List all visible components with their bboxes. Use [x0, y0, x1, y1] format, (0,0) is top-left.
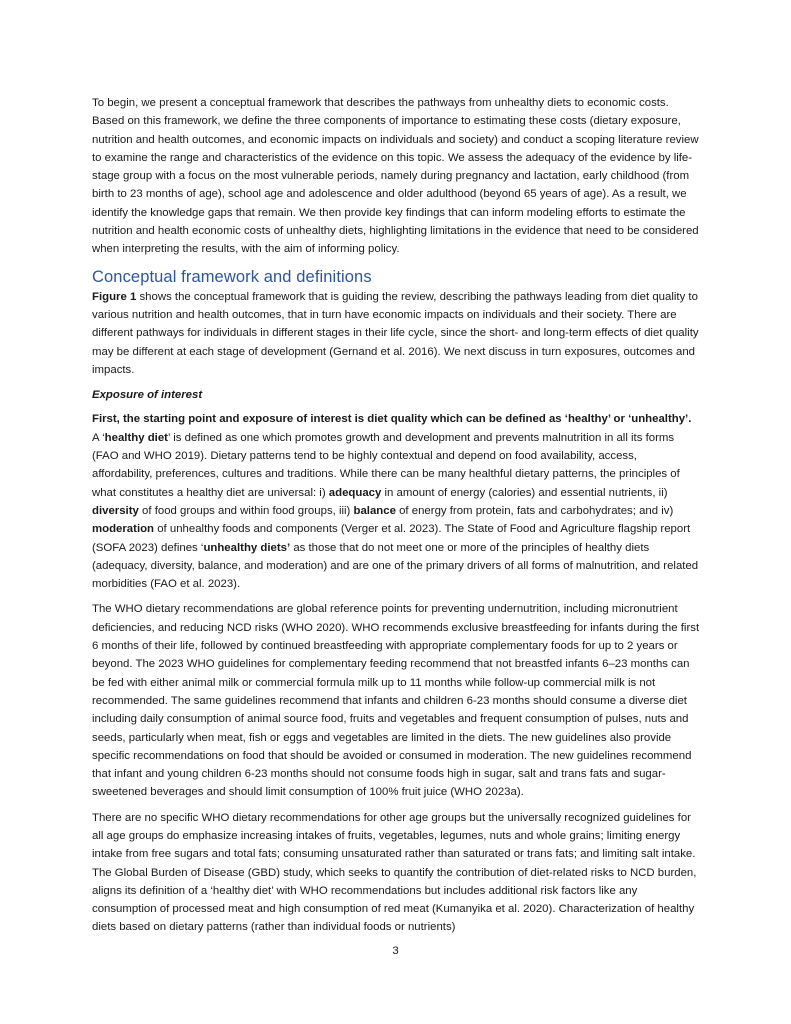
document-body	[92, 94, 700, 944]
exposure-text-2: ’ is defined as one which promotes growth and development and prevents malnutrition in all its forms (FAO and WHO 2019). Dietary patterns tend to be highly contextual and depend on food availability, access, affordability, preferences, cultures and traditions. While there can be many healthful dietary patterns, the principles of what constitutes a healthy diet are universal: i)	[92, 431, 680, 499]
who-recommendations-paragraph: The WHO dietary recommendations are global reference points for preventing undernutrition, including micronutrient deficiencies, and reducing NCD risks (WHO 2020). WHO recommends exclusive breastfeeding for infants during the first 6 months of their life, followed by continued breastfeeding with appropriate complementary foods for up to 2 years or beyond. The 2023 WHO guidelines for complementary feeding recommend that not breastfed infants 6–23 months can be fed with either animal milk or commercial formula milk up to 11 months while follow-up commercial milk is not recommended. The same guidelines recommend that infants and children 6-23 months should consume a diverse diet including daily consumption of animal source food, fruits and vegetables and frequent consumption of pulses, nuts and seeds, particularly when meat, fish or eggs and vegetables are limited in the diets. The new guidelines also provide specific recommendations on food that should be avoided or consumed in moderation. The new guidelines recommend that infant and young children 6-23 months should not consume foods high in sugar, salt and trans fats and sugar-sweetened beverages and should limit consumption of 100% fruit juice (WHO 2023a).	[92, 603, 700, 799]
exposure-text-6: of unhealthy foods and components (Verger et al. 2023). The State of Food and Agriculture flagship report (SOFA 2023) defines ‘	[92, 523, 691, 554]
exposure-paragraph	[92, 410, 700, 593]
page-number: 3	[392, 945, 399, 957]
exposure-lead: First, the starting point and exposure of interest is diet quality which can be defined as ‘healthy’ or ‘unhealthy’.	[92, 413, 692, 426]
exposure-text-5: of energy from protein, fats and carbohydrates; and iv)	[395, 504, 674, 517]
term-adequacy: adequacy	[328, 486, 382, 499]
term-healthy-diet: healthy diet	[104, 431, 168, 444]
framework-paragraph-text: shows the conceptual framework that is guiding the review, describing the pathways leading from diet quality to various nutrition and health outcomes, that in turn have economic impacts on individuals and their society. There are different pathways for individuals in different stages in their life cycle, since the short- and long-term effects of diet quality may be different at each stage of development (Gernand et al. 2016). We next discuss in turn exposures, outcomes and impacts.	[92, 290, 699, 376]
exposure-text-7: as those that do not meet one or more of the principles of healthy diets (adequacy, diversity, balance, and moderation) and are one of the primary drivers of all forms of malnutrition, and related morbidities (FAO et al. 2023).	[92, 541, 699, 591]
exposure-text-3: in amount of energy (calories) and essential nutrients, ii)	[381, 486, 668, 499]
intro-paragraph: To begin, we present a conceptual framework that describes the pathways from unhealthy diets to economic costs. Based on this framework, we define the three components of importance to estimating these costs (dietary exposure, nutrition and health outcomes, and economic impacts on individuals and society) and conduct a scoping literature review to examine the range and characteristics of the evidence on this topic. We assess the adequacy of the evidence by life-stage group with a focus on the most vulnerable periods, namely during pregnancy and lactation, early childhood (from birth to 23 months of age), school age and adolescence and older adulthood (beyond 65 years of age). As a result, we identify the knowledge gaps that remain. We then provide key findings that can inform modeling efforts to estimate the nutrition and health economic costs of unhealthy diets, highlighting limitations in the evidence that need to be considered when interpreting the results, with the aim of informing policy.	[92, 97, 699, 256]
term-unhealthy-diets: unhealthy diets’	[203, 541, 291, 554]
exposure-text-4: of food groups and within food groups, iii)	[138, 504, 354, 517]
other-age-groups-paragraph: There are no specific WHO dietary recommendations for other age groups but the universally recognized guidelines for all age groups do emphasize increasing intakes of fruits, vegetables, legumes, nuts and whole grains; limiting energy intake from free sugars and total fats; consuming unsaturated rather than saturated or trans fats; and limiting salt intake. The Global Burden of Disease (GBD) study, which seeks to quantify the contribution of diet-related risks to NCD burden, aligns its definition of a ‘healthy diet’ with WHO recommendations but includes additional risk factors like any consumption of processed meat and high consumption of red meat (Kumanyika et al. 2020). Characterization of healthy diets based on dietary patterns (rather than individual foods or nutrients)	[92, 811, 697, 934]
figure-reference: Figure 1	[92, 290, 137, 303]
term-moderation: moderation	[92, 523, 155, 536]
exposure-subheading: Exposure of interest	[92, 389, 203, 402]
framework-paragraph	[92, 288, 700, 379]
term-diversity: diversity	[92, 504, 139, 517]
term-balance: balance	[353, 504, 396, 517]
exposure-text-1: A ‘	[92, 431, 105, 444]
section-heading: Conceptual framework and definitions	[92, 267, 372, 286]
